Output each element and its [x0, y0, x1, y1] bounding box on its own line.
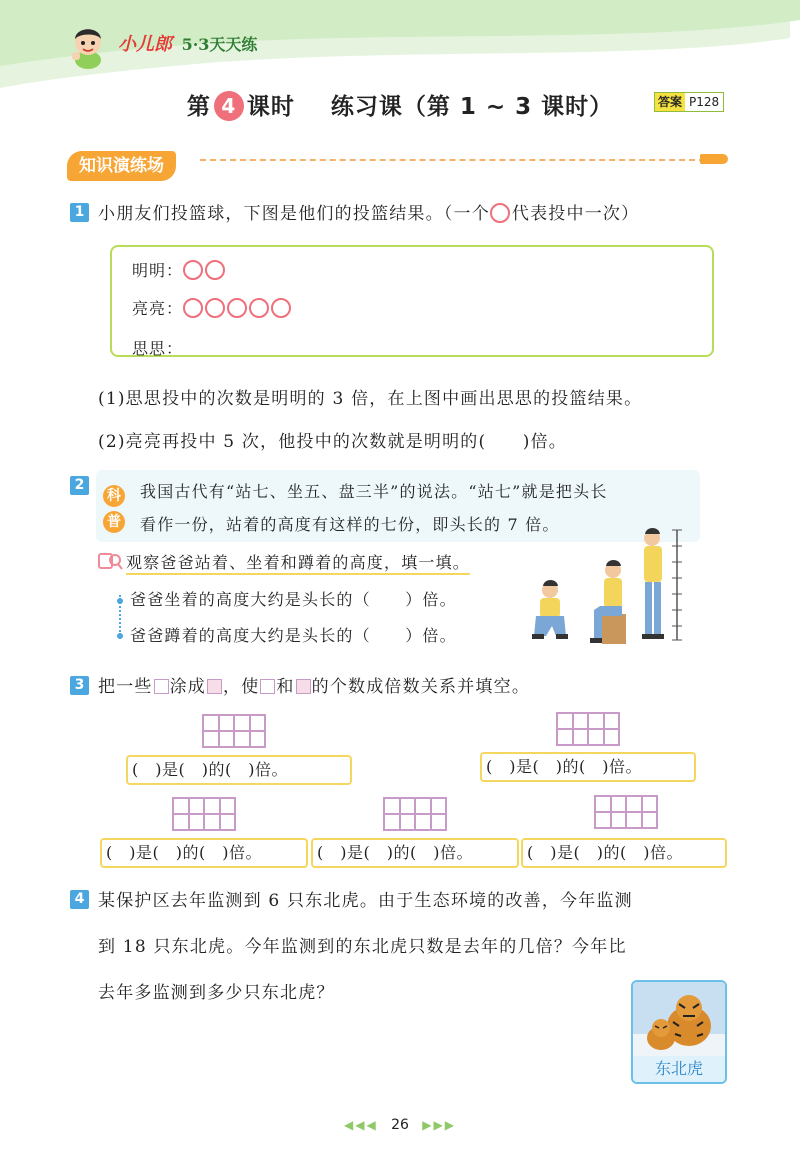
row-mingming: [132, 258, 227, 281]
row-label: 思思：: [132, 339, 184, 358]
square-grid[interactable]: [556, 712, 620, 746]
fill-in-blank[interactable]: ( )是( )的( )倍。: [480, 752, 696, 782]
pink-square-icon: [296, 679, 311, 694]
fill-in-blank[interactable]: ( )是( )的( )倍。: [311, 838, 519, 868]
section-title: 知识演练场: [67, 151, 176, 181]
question-3-text: [98, 672, 530, 697]
hit-circles: [183, 299, 293, 318]
q3-text-part: 涂成: [169, 677, 207, 697]
hit-circle-icon: [227, 298, 247, 318]
pencil-icon: [700, 154, 728, 164]
row-label: 明明：: [132, 261, 184, 280]
hit-circle-icon: [205, 260, 225, 280]
observe-instruction: 观察爸爸站着、坐着和蹲着的高度，填一填。: [126, 550, 470, 575]
science-badge-2: 普: [103, 511, 125, 533]
question-4-line-1: 某保护区去年监测到 6 只东北虎。由于生态环境的改善，今年监测: [98, 891, 633, 911]
science-line-2: 看作一份，站着的高度有这样的七份，即头长的 7 倍。: [140, 515, 560, 534]
pink-square-icon: [207, 679, 222, 694]
answer-page: P128: [689, 95, 720, 109]
lesson-suffix: 课时: [246, 94, 295, 120]
magnifier-icon: [98, 550, 124, 576]
question-2-number: 2: [70, 476, 89, 495]
tiger-caption: 东北虎: [633, 1056, 725, 1082]
blank-square-icon: [154, 679, 169, 694]
fill-in-blank[interactable]: ( )是( )的( )倍。: [100, 838, 308, 868]
hit-circle-icon: [271, 298, 291, 318]
lesson-subtitle: 练习课（第 1 ~ 3 课时）: [330, 94, 614, 120]
q3-text-part: 和: [276, 677, 295, 697]
answer-reference: [654, 92, 724, 112]
hit-circle-icon: [183, 260, 203, 280]
q1-subquestion-2[interactable]: (2)亮亮再投中 5 次，他投中的次数就是明明的( )倍。: [98, 432, 567, 452]
question-1-text: [98, 199, 639, 224]
question-1-number: 1: [70, 203, 89, 222]
q1-text-before: 小朋友们投篮球，下图是他们的投篮结果。（一个: [98, 204, 490, 224]
tiger-icon: [633, 982, 725, 1058]
brand-logo-text: 小儿郎: [118, 34, 172, 55]
question-4-number: 4: [70, 890, 89, 909]
bullet-dot: [117, 633, 123, 639]
square-grid[interactable]: [383, 797, 447, 831]
brand-series: 5·3天天练: [181, 35, 258, 54]
square-grid[interactable]: [202, 714, 266, 748]
lesson-number-badge: 4: [214, 91, 244, 121]
fill-in-blank[interactable]: ( )是( )的( )倍。: [126, 755, 352, 785]
hit-circle-icon: [249, 298, 269, 318]
fill-in-blank[interactable]: ( )是( )的( )倍。: [521, 838, 727, 868]
section-divider: [200, 159, 725, 161]
q3-text-part: 把一些: [98, 677, 153, 697]
blank-square-icon: [260, 679, 275, 694]
q1-subquestion-1: (1)思思投中的次数是明明的 3 倍，在上图中画出思思的投篮结果。: [98, 389, 643, 409]
square-grid[interactable]: [172, 797, 236, 831]
row-label: 亮亮：: [132, 299, 184, 318]
hit-circle-icon: [183, 298, 203, 318]
mascot-boy-icon: [66, 22, 110, 74]
circle-icon: [490, 203, 510, 223]
footer-right-arrows: ▶▶▶: [422, 1118, 456, 1132]
tiger-image-card: [631, 980, 727, 1084]
q3-text-part: ，使: [223, 677, 260, 697]
page-number: 26: [391, 1117, 409, 1133]
square-grid[interactable]: [594, 795, 658, 829]
science-badge-1: 科: [103, 485, 125, 507]
hit-circle-icon: [205, 298, 225, 318]
q1-text-after: 代表投中一次）: [511, 204, 640, 224]
question-3-number: 3: [70, 676, 89, 695]
sitting-height-question[interactable]: 爸爸坐着的高度大约是头长的（ ）倍。: [130, 590, 457, 609]
brand: [118, 30, 257, 56]
footer-left-arrows: ◀◀◀: [344, 1118, 378, 1132]
question-4-line-3: 去年多监测到多少只东北虎？: [98, 983, 335, 1003]
question-4-line-2: 到 18 只东北虎。今年监测到的东北虎只数是去年的几倍？今年比: [98, 937, 627, 957]
row-liangliang: [132, 296, 293, 319]
lesson-prefix: 第: [186, 94, 211, 120]
row-sisi[interactable]: [132, 336, 183, 359]
hit-circles: [183, 261, 227, 280]
answer-label: 答案: [655, 93, 685, 111]
bullet-dot: [117, 598, 123, 604]
squatting-height-question[interactable]: 爸爸蹲着的高度大约是头长的（ ）倍。: [130, 626, 457, 645]
page-footer: [0, 1117, 800, 1133]
father-postures-illustration: [520, 528, 695, 654]
science-line-1: 我国古代有“站七、坐五、盘三半”的说法。“站七”就是把头长: [140, 482, 608, 501]
q3-text-part: 的个数成倍数关系并填空。: [311, 677, 531, 697]
